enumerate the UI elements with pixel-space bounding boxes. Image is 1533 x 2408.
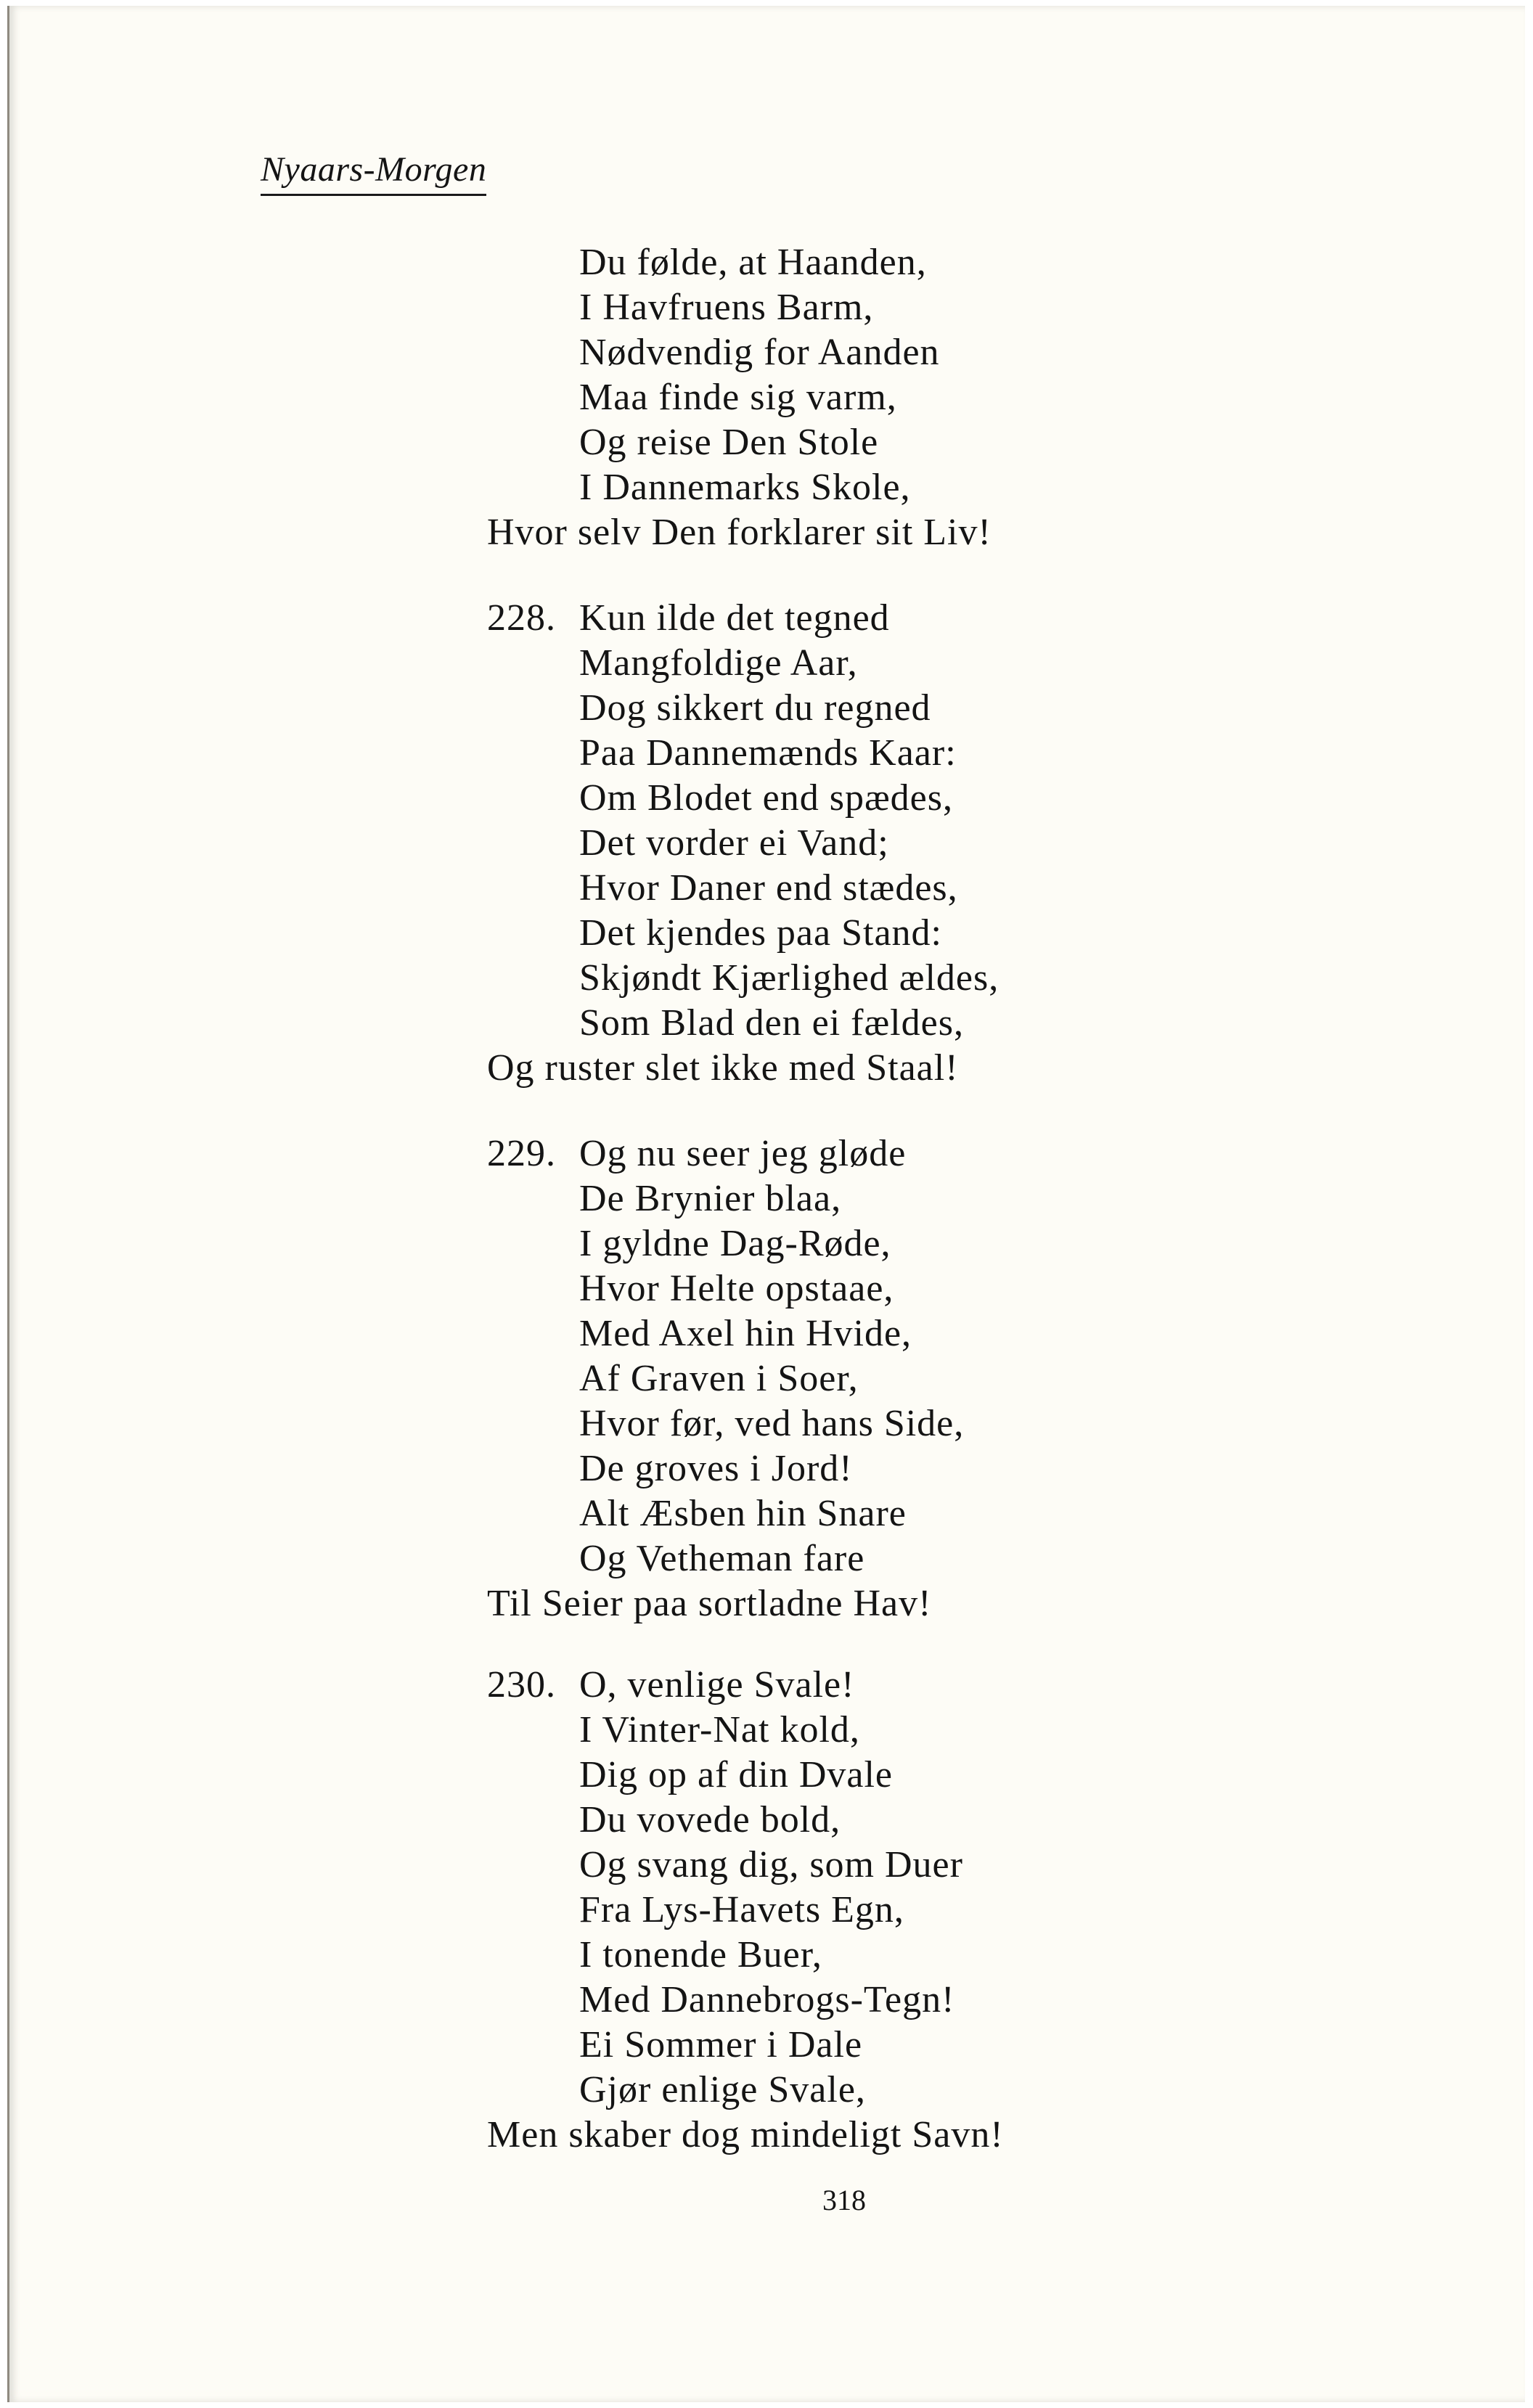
verse-line: Nødvendig for Aanden [579, 332, 940, 373]
verse-last-line: Til Seier paa sortladne Hav! [487, 1583, 932, 1624]
verse-line: Hvor Helte opstaae, [579, 1268, 894, 1309]
verse-line: Maa finde sig varm, [579, 377, 897, 418]
verse-line: Som Blad den ei fældes, [579, 1002, 964, 1044]
verse-line: De groves i Jord! [579, 1448, 853, 1489]
verse-last-line: Hvor selv Den forklarer sit Liv! [487, 512, 992, 553]
verse-line: Ei Sommer i Dale [579, 2024, 863, 2065]
verse-line: Fra Lys-Havets Egn, [579, 1889, 904, 1930]
page-number: 318 [822, 2184, 866, 2216]
stanza-number: 230. [487, 1664, 556, 1705]
verse-line: Og nu seer jeg gløde [579, 1133, 907, 1174]
verse-line: Paa Dannemænds Kaar: [579, 732, 957, 774]
verse-line: Gjør enlige Svale, [579, 2069, 866, 2110]
verse-line: Du følde, at Haanden, [579, 242, 927, 283]
verse-line: I Dannemarks Skole, [579, 467, 911, 508]
running-head: Nyaars-Morgen [261, 150, 486, 196]
verse-line: Det kjendes paa Stand: [579, 912, 942, 954]
verse-line: Kun ilde det tegned [579, 597, 890, 639]
verse-line: Dig op af din Dvale [579, 1754, 894, 1795]
verse-line: I tonende Buer, [579, 1934, 822, 1975]
stanza-number: 229. [487, 1133, 556, 1174]
verse-last-line: Og ruster slet ikke med Staal! [487, 1047, 959, 1089]
verse-line: Alt Æsben hin Snare [579, 1493, 907, 1534]
verse-line: I Havfruens Barm, [579, 287, 874, 328]
verse-line: Skjøndt Kjærlighed ældes, [579, 957, 999, 999]
verse-line: Og svang dig, som Duer [579, 1844, 963, 1885]
verse-last-line: Men skaber dog mindeligt Savn! [487, 2114, 1004, 2155]
verse-line: Af Graven i Soer, [579, 1358, 859, 1399]
verse-line: Om Blodet end spædes, [579, 777, 953, 819]
verse-line: Du vovede bold, [579, 1799, 841, 1840]
verse-line: Dog sikkert du regned [579, 687, 931, 729]
verse-line: Og reise Den Stole [579, 422, 879, 463]
verse-line: Med Dannebrogs-Tegn! [579, 1979, 955, 2020]
verse-line: I gyldne Dag-Røde, [579, 1223, 891, 1264]
verse-line: I Vinter-Nat kold, [579, 1709, 860, 1750]
book-page [7, 6, 1525, 2402]
verse-line: O, venlige Svale! [579, 1664, 855, 1705]
stanza-number: 228. [487, 597, 556, 639]
verse-line: Det vorder ei Vand; [579, 822, 889, 864]
verse-line: De Brynier blaa, [579, 1178, 842, 1219]
verse-line: Og Vetheman fare [579, 1538, 865, 1579]
verse-line: Hvor før, ved hans Side, [579, 1403, 965, 1444]
verse-line: Mangfoldige Aar, [579, 642, 858, 684]
verse-line: Med Axel hin Hvide, [579, 1313, 912, 1354]
verse-line: Hvor Daner end stædes, [579, 867, 958, 909]
